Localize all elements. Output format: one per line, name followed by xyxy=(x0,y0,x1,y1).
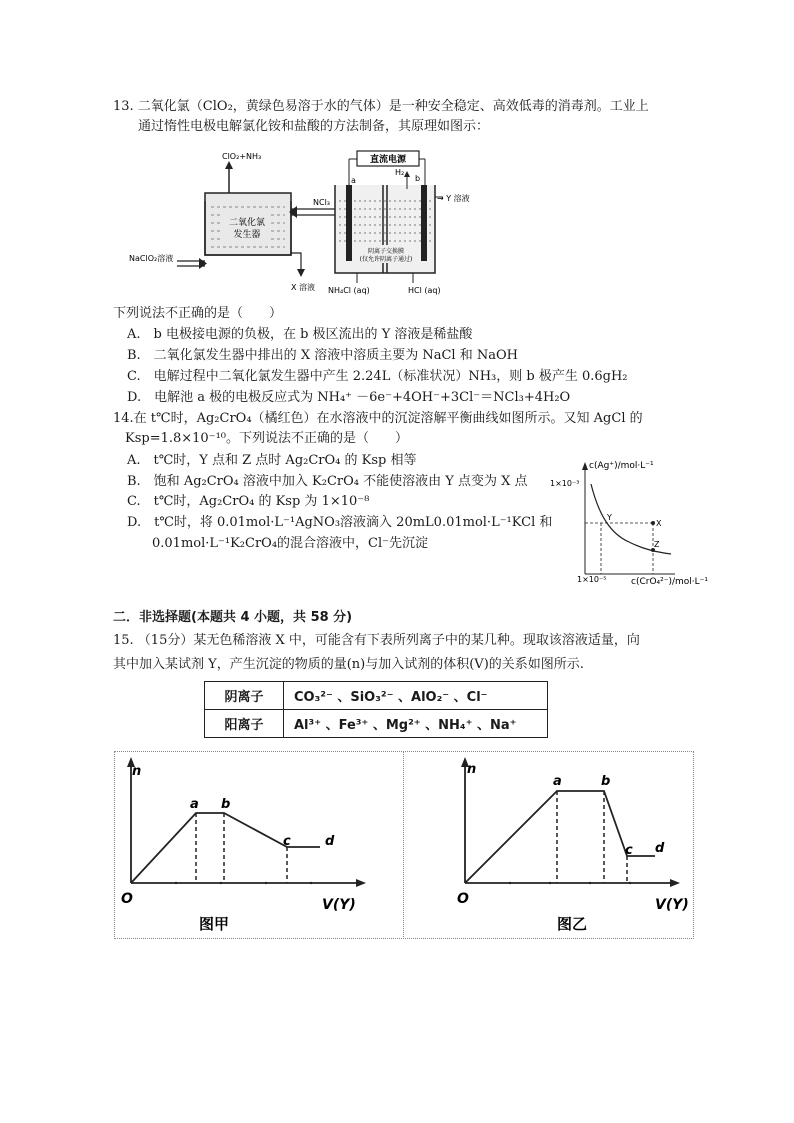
q15-stem-line2: 其中加入某试剂 Y，产生沉淀的物质的量(n)与加入试剂的体积(V)的关系如图所示. xyxy=(113,657,584,672)
h2-label: H₂ xyxy=(395,168,405,177)
power-label: 直流电源 xyxy=(369,155,407,165)
cation-row xyxy=(205,710,548,738)
naclo2-label: NaClO₂溶液 xyxy=(129,254,174,263)
q13-prompt: 下列说法不正确的是（ ） xyxy=(113,306,283,321)
anion-row xyxy=(205,682,548,710)
y-solution-label: → Y 溶液 xyxy=(437,194,470,203)
q13-option-a: A. b 电极接电源的负极，在 b 极区流出的 Y 溶液是稀盐酸 xyxy=(127,327,473,342)
anion-list: CO₃²⁻ 、SiO₃²⁻ 、AlO₂⁻ 、Cl⁻ xyxy=(284,682,548,710)
ncl3-label: NCl₃ xyxy=(313,198,330,207)
fig-a-point-a: a xyxy=(190,797,199,812)
point-y-label: Y xyxy=(607,513,612,522)
fig-a-point-c: c xyxy=(283,834,291,849)
fig-a-origin: O xyxy=(121,891,133,907)
anion-label: 阴离子 xyxy=(205,682,284,710)
q14-option-c: C. t℃时，Ag₂CrO₄ 的 Ksp 为 1×10⁻⁸ xyxy=(127,494,370,509)
q14-option-d-line2: 0.01mol·L⁻¹K₂CrO₄的混合溶液中，Cl⁻先沉淀 xyxy=(152,536,429,551)
q13-option-b: B. 二氧化氯发生器中排出的 X 溶液中溶质主要为 NaCl 和 NaOH xyxy=(127,348,518,363)
q13-option-c: C. 电解过程中二氧化氯发生器中产生 2.24L（标准状况）NH₃，则 b 极产生 0.6gH₂ xyxy=(127,369,628,384)
nh4cl-label: NH₄Cl (aq) xyxy=(328,286,370,295)
figure-b xyxy=(405,753,690,935)
q15-stem-line1: 15. （15分）某无色稀溶液 X 中，可能含有下表所列离子中的某几种。现取该溶液适量，向 xyxy=(113,633,640,648)
figures-divider xyxy=(403,751,404,937)
fig-b-caption: 图乙 xyxy=(557,915,588,933)
point-x xyxy=(651,521,655,525)
q14-stem-line1: 14.在 t℃时，Ag₂CrO₄（橘红色）在水溶液中的沉淀溶解平衡曲线如图所示。又知 AgCl 的 xyxy=(113,411,643,426)
solubility-y-tick: 1×10⁻³ xyxy=(550,479,580,488)
q13-stem-line1: 13. 二氧化氯（ClO₂，黄绿色易溶于水的气体）是一种安全稳定、高效低毒的消毒剂。工业上 xyxy=(113,99,649,114)
q14-option-a: A. t℃时，Y 点和 Z 点时 Ag₂CrO₄ 的 Ksp 相等 xyxy=(127,453,417,468)
cation-list: Al³⁺ 、Fe³⁺ 、Mg²⁺ 、NH₄⁺ 、Na⁺ xyxy=(284,710,548,738)
solubility-ylabel: c(Ag⁺)/mol·L⁻¹ xyxy=(589,461,654,471)
figure-a xyxy=(116,753,401,935)
fig-a-caption: 图甲 xyxy=(199,915,230,933)
hcl-label: HCl (aq) xyxy=(408,286,441,295)
cation-label: 阳离子 xyxy=(205,710,284,738)
fig-b-curve xyxy=(465,791,655,883)
solubility-x-tick: 1×10⁻⁵ xyxy=(577,575,607,584)
point-z-label: Z xyxy=(654,540,660,549)
clo2-nh3-label: ClO₂+NH₃ xyxy=(222,152,262,161)
q14-option-d-line1: D. t℃时，将 0.01mol·L⁻¹AgNO₃溶液滴入 20mL0.01mol·L⁻¹KCl 和 xyxy=(127,515,553,530)
fig-b-origin: O xyxy=(457,891,469,907)
fig-a-point-d: d xyxy=(325,834,335,849)
fig-a-xlabel: V(Y) xyxy=(322,897,356,913)
electrode-b-label: b xyxy=(415,174,421,183)
electrolysis-diagram xyxy=(125,145,470,295)
ion-table xyxy=(204,681,548,738)
point-x-label: X xyxy=(656,519,662,528)
fig-b-point-a: a xyxy=(553,774,562,789)
q14-stem-line2: Ksp=1.8×10⁻¹⁰。下列说法不正确的是（ ） xyxy=(125,431,408,446)
electrode-a-label: a xyxy=(351,176,356,185)
fig-b-point-b: b xyxy=(601,774,611,789)
section-title: 二．非选择题(本题共 4 小题，共 58 分) xyxy=(113,610,353,625)
q13-stem-line2: 通过惰性电极电解氯化铵和盐酸的方法制备，其原理如图示： xyxy=(138,119,490,134)
electrode-b xyxy=(421,185,427,261)
solubility-xlabel: c(CrO₄²⁻)/mol·L⁻¹ xyxy=(631,577,709,587)
generator-label-1: 二氧化氯 xyxy=(228,218,266,228)
fig-b-ylabel: n xyxy=(467,762,477,777)
membrane-label-1: 阴离子交换膜 xyxy=(367,248,405,255)
generator-label-2: 发生器 xyxy=(233,230,261,240)
membrane-label-2: (仅允许阴离子通过) xyxy=(359,256,413,263)
fig-a-point-b: b xyxy=(221,797,231,812)
fig-b-xlabel: V(Y) xyxy=(655,897,689,913)
fig-b-point-c: c xyxy=(625,843,633,858)
fig-a-curve xyxy=(131,813,320,883)
q13-option-d: D. 电解池 a 极的电极反应式为 NH₄⁺ －6e⁻+4OH⁻+3Cl⁻＝NCl₃+4H₂O xyxy=(127,390,571,405)
x-solution-label: X 溶液 xyxy=(291,283,316,292)
electrode-a xyxy=(346,185,352,261)
fig-a-ylabel: n xyxy=(132,764,142,779)
fig-b-point-d: d xyxy=(655,841,665,856)
solubility-graph xyxy=(545,456,715,588)
q14-option-b: B. 饱和 Ag₂CrO₄ 溶液中加入 K₂CrO₄ 不能使溶液由 Y 点变为 X 点 xyxy=(127,474,528,489)
